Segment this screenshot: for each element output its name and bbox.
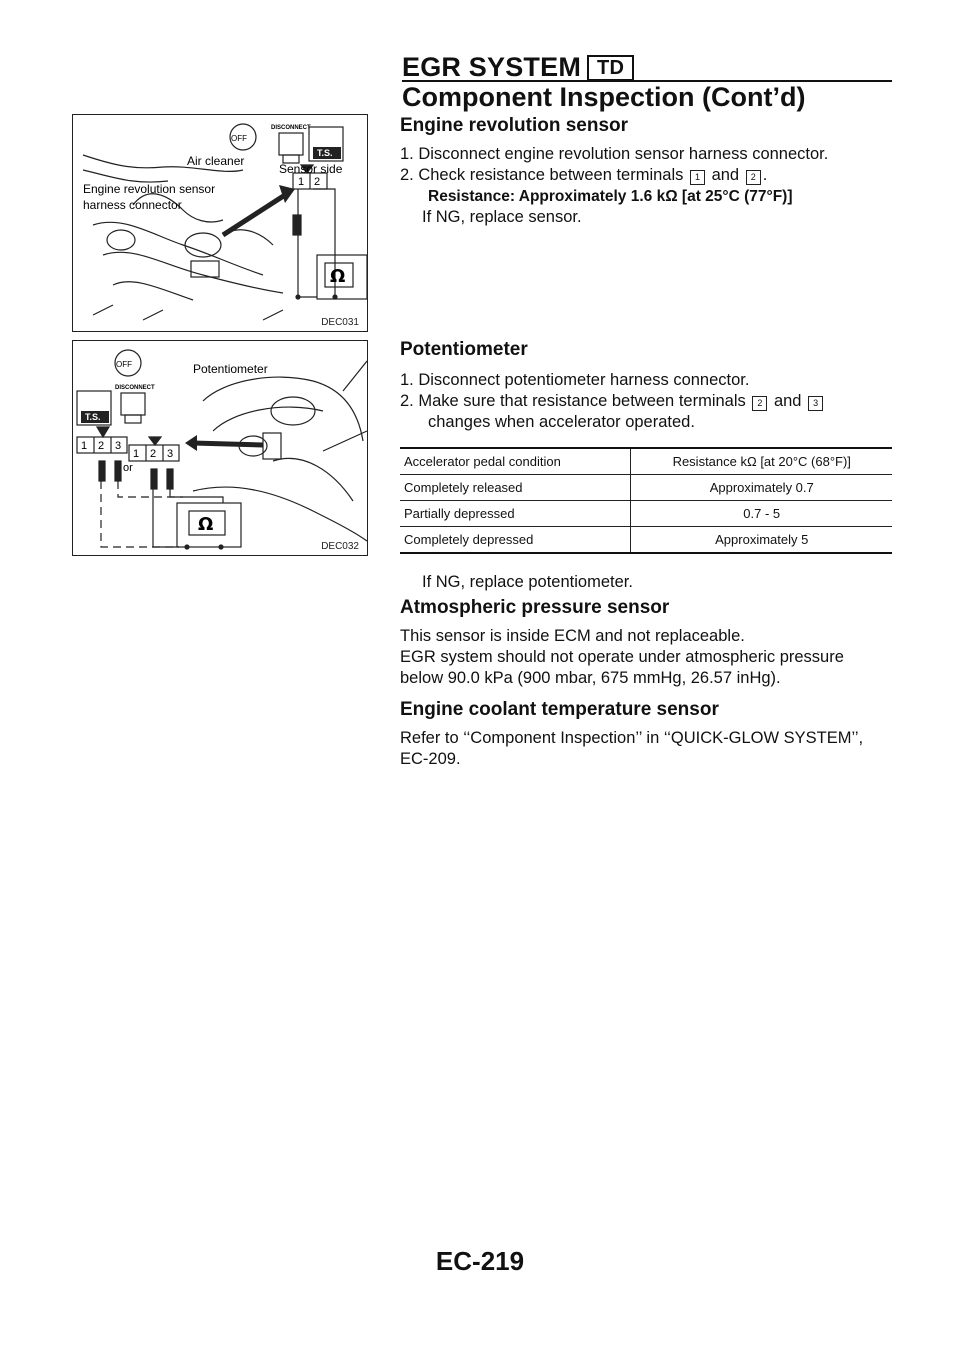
- page-number: EC-219: [435, 1246, 525, 1276]
- table-header-cell: Resistance kΩ [at 20°C (68°F)]: [631, 448, 892, 475]
- table-cell: 0.7 - 5: [631, 501, 892, 527]
- table-row: [400, 501, 892, 527]
- disconnect-label: DISCONNECT: [271, 125, 311, 131]
- section-atmospheric-pressure-sensor: [400, 596, 892, 689]
- ts-label: T.S.: [317, 148, 333, 158]
- engine-rev-step2-and: and: [711, 166, 740, 184]
- or-label: or: [123, 462, 133, 474]
- page-subtitle: Component Inspection (Cont’d): [402, 82, 806, 112]
- figure-potentiometer: [72, 340, 368, 556]
- potentiometer-step2-and: and: [773, 392, 802, 410]
- engine-rev-step2-end: .: [762, 166, 768, 184]
- section-title: [402, 52, 634, 83]
- section-title-text: EGR SYSTEM: [402, 52, 582, 82]
- potentiometer-step2-cont: changes when accelerator operated.: [428, 413, 695, 431]
- off-label: OFF: [116, 360, 132, 369]
- connector-label-line2: harness connector: [83, 198, 182, 212]
- potentiometer-step1: 1. Disconnect potentiometer harness connector.: [400, 371, 750, 389]
- section-engine-revolution-sensor: [400, 114, 892, 228]
- table-cell: Approximately 0.7: [631, 475, 892, 501]
- engine-rev-step2-text: 2. Check resistance between terminals: [400, 166, 684, 184]
- terminal-1-icon: 1: [690, 170, 705, 185]
- heading-engine-coolant-temperature-sensor: Engine coolant temperature sensor: [400, 699, 719, 720]
- pin-2-label: 2: [98, 440, 105, 452]
- resistance-table: [400, 447, 892, 554]
- pin-3-alt-label: 3: [167, 448, 174, 460]
- table-header-row: [400, 448, 892, 475]
- atmospheric-line1: This sensor is inside ECM and not replaceable.: [400, 627, 745, 645]
- potentiometer-illustration: [73, 341, 367, 555]
- heading-atmospheric-pressure-sensor: Atmospheric pressure sensor: [400, 597, 670, 618]
- engine-rev-step2: [400, 165, 892, 186]
- atmospheric-line3: below 90.0 kPa (900 mbar, 675 mmHg, 26.57 inHg).: [400, 669, 781, 687]
- pin-2-alt-label: 2: [150, 448, 157, 460]
- pin-2-label: 2: [314, 176, 321, 188]
- potentiometer-step2: [400, 391, 892, 412]
- table-cell: Completely depressed: [400, 527, 631, 554]
- potentiometer-step2-text: 2. Make sure that resistance between terminals: [400, 392, 746, 410]
- atmospheric-line2: EGR system should not operate under atmospheric pressure: [400, 648, 844, 666]
- terminal-3-icon: 3: [808, 396, 823, 411]
- pin-1-alt-label: 1: [133, 448, 140, 460]
- potentiometer-ng: If NG, replace potentiometer.: [422, 573, 633, 591]
- engine-revolution-sensor-illustration: [73, 115, 367, 331]
- figure-id: DEC032: [321, 541, 359, 552]
- pin-1-label: 1: [81, 440, 88, 452]
- table-cell: Partially depressed: [400, 501, 631, 527]
- table-cell: Completely released: [400, 475, 631, 501]
- engine-rev-step1: 1. Disconnect engine revolution sensor harness connector.: [400, 145, 829, 163]
- engine-rev-resistance-spec: Resistance: Approximately 1.6 kΩ [at 25°C (77°F)]: [428, 188, 793, 205]
- table-row: [400, 527, 892, 554]
- coolant-line1: Refer to ‘‘Component Inspection’’ in ‘‘QUICK-GLOW SYSTEM’’,: [400, 729, 864, 747]
- heading-potentiometer: Potentiometer: [400, 339, 528, 360]
- section-engine-coolant-temperature-sensor: [400, 698, 892, 770]
- section-potentiometer: [400, 338, 892, 593]
- ohm-meter-icon: Ω: [330, 266, 346, 287]
- air-cleaner-label: Air cleaner: [187, 154, 245, 168]
- terminal-2-icon: 2: [746, 170, 761, 185]
- off-label: OFF: [231, 134, 247, 143]
- pin-1-label: 1: [298, 176, 305, 188]
- pin-3-label: 3: [115, 440, 122, 452]
- figure-id: DEC031: [321, 317, 359, 328]
- ohm-meter-icon: Ω: [198, 514, 214, 535]
- model-badge: TD: [587, 55, 634, 81]
- coolant-line2: EC-209.: [400, 750, 461, 768]
- heading-engine-revolution-sensor: Engine revolution sensor: [400, 115, 629, 136]
- disconnect-label: DISCONNECT: [115, 385, 155, 391]
- terminal-2-icon: 2: [752, 396, 767, 411]
- table-row: [400, 475, 892, 501]
- sensor-side-label: Sensor side: [279, 162, 343, 176]
- table-cell: Approximately 5: [631, 527, 892, 554]
- connector-label-line1: Engine revolution sensor: [83, 182, 216, 196]
- potentiometer-label: Potentiometer: [193, 362, 268, 376]
- engine-rev-ng: If NG, replace sensor.: [422, 208, 582, 226]
- ts-label: T.S.: [85, 412, 101, 422]
- table-header-cell: Accelerator pedal condition: [400, 448, 631, 475]
- figure-engine-revolution-sensor: [72, 114, 368, 332]
